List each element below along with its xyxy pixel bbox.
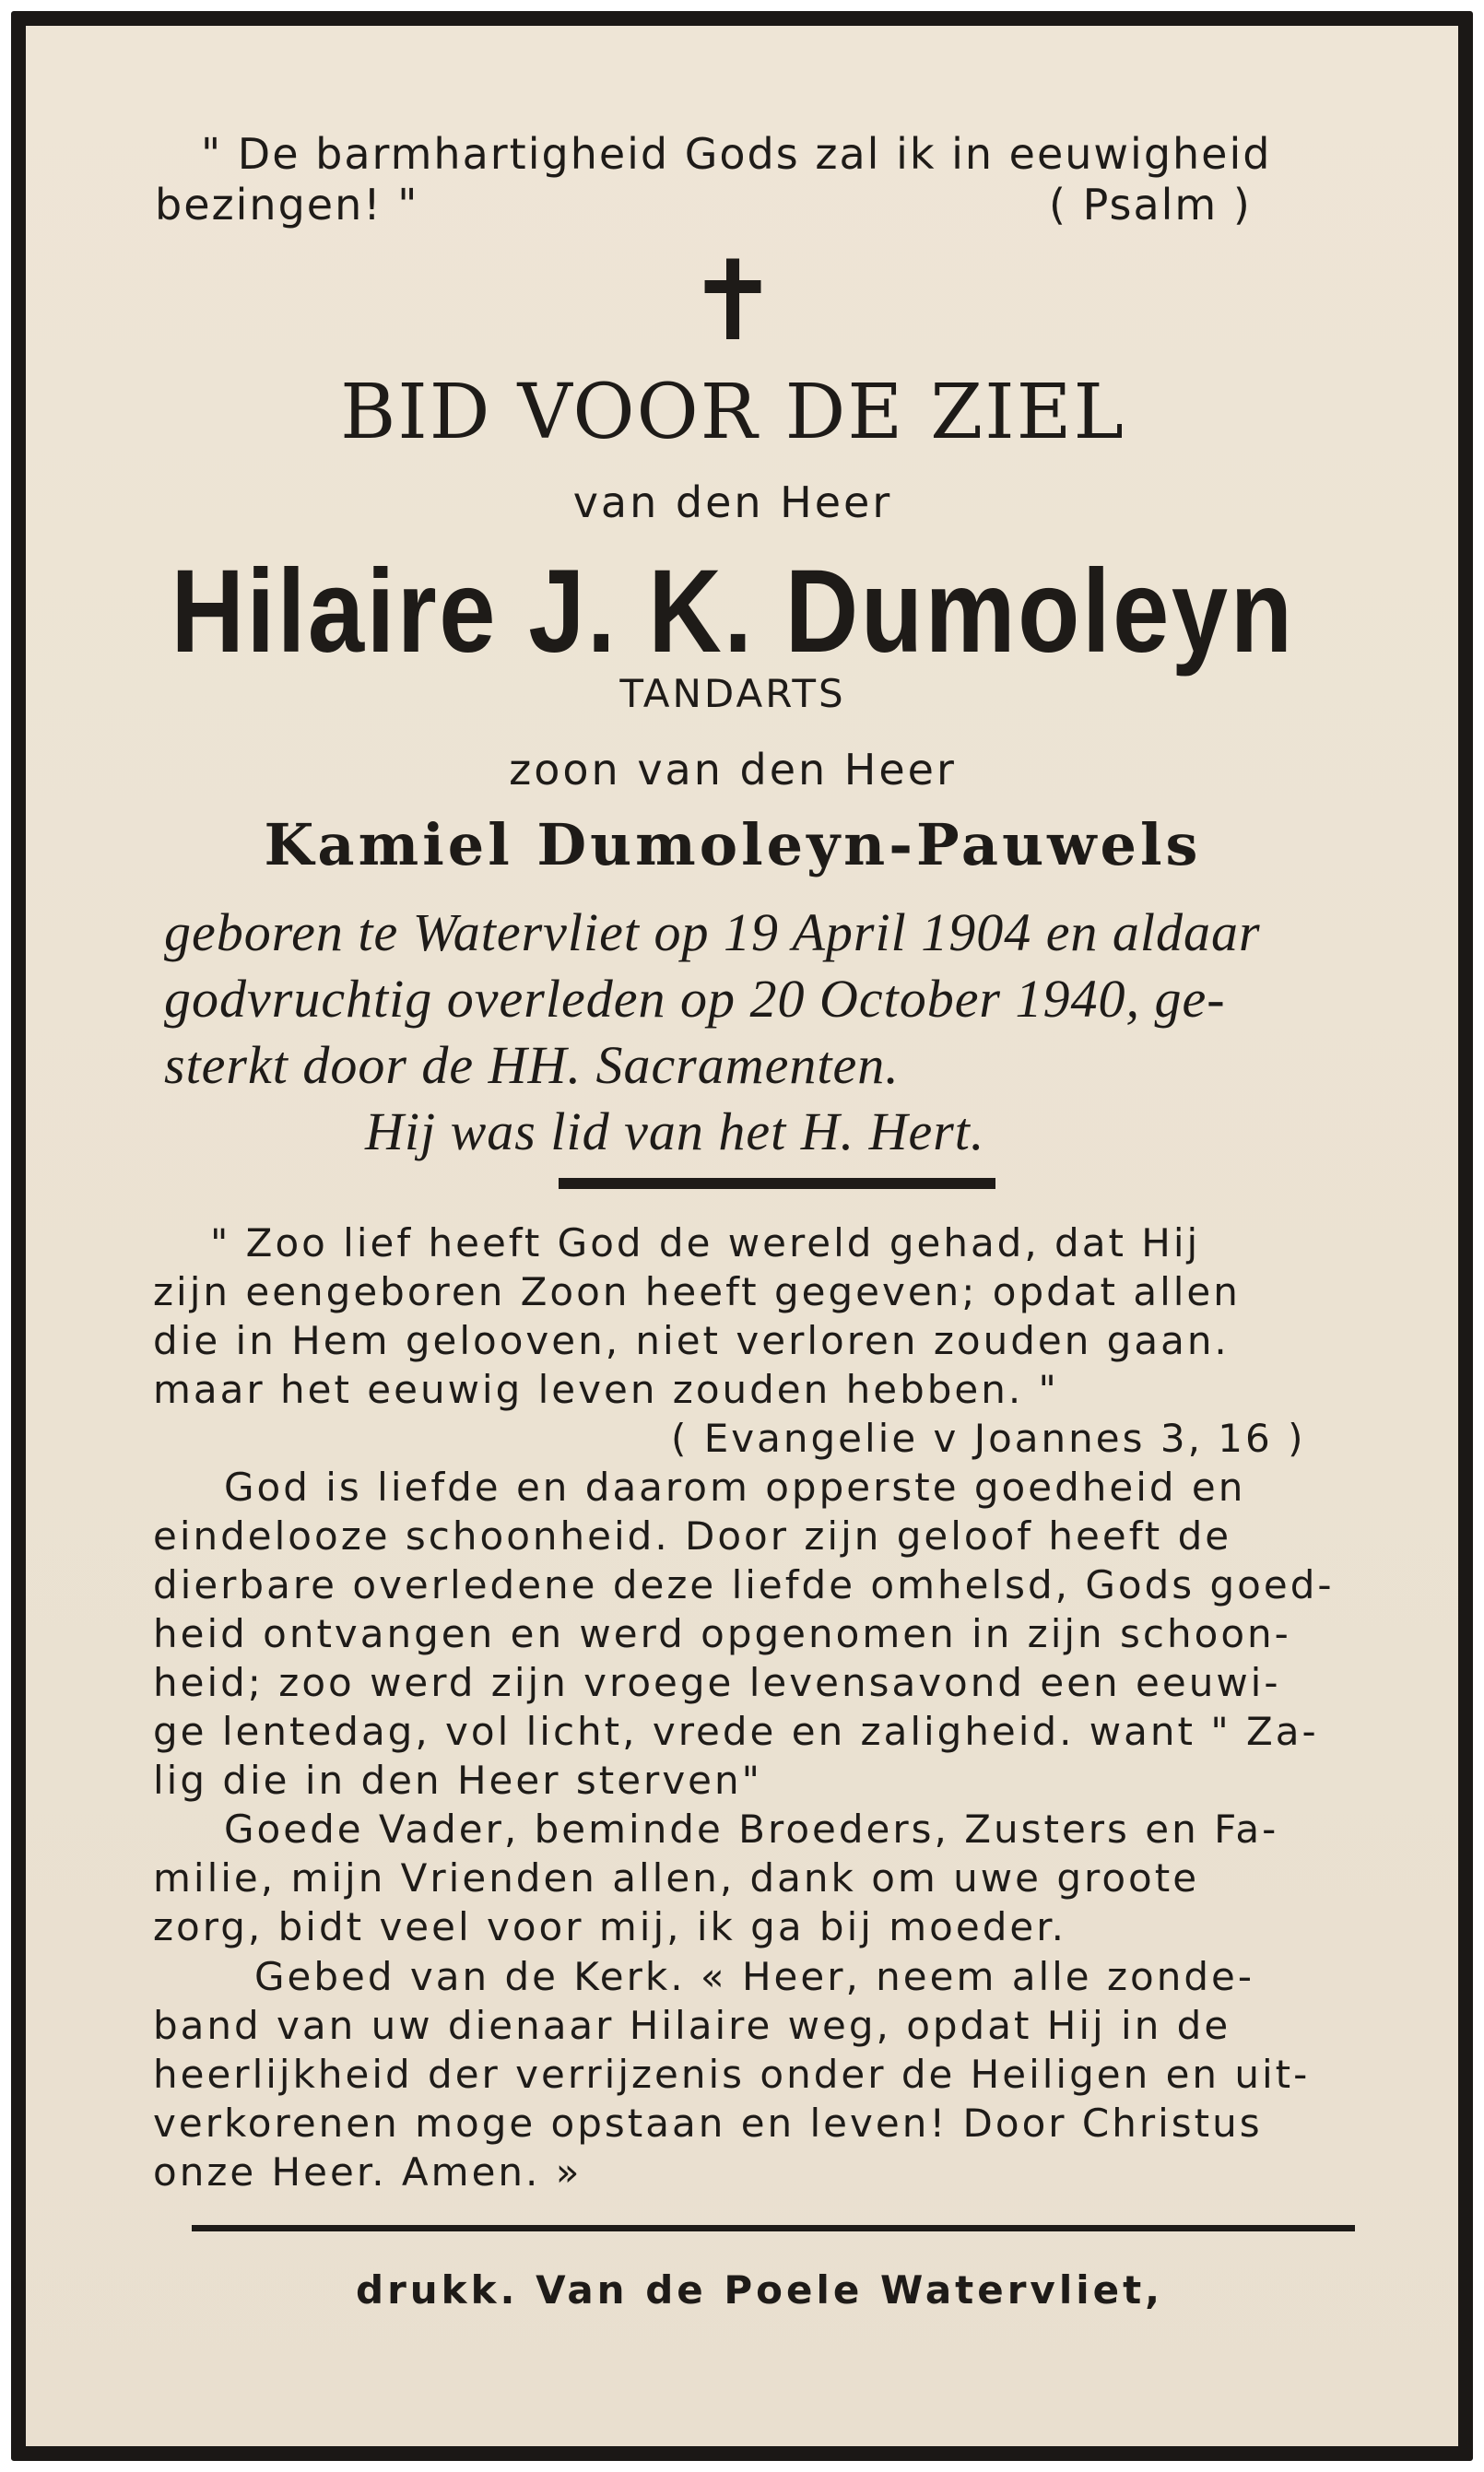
quote-line: " Zoo lief heeft God de wereld gehad, dat Hij xyxy=(210,1220,1201,1265)
divider-long xyxy=(192,2225,1355,2231)
motto-line-1: " De barmhartigheid Gods zal ik in eeuwigheid xyxy=(201,129,1272,179)
zoon-van-den-heer: zoon van den Heer xyxy=(509,745,957,795)
van-den-heer: van den Heer xyxy=(572,477,893,527)
quote-line: zijn eengeboren Zoon heeft gegeven; opdat allen xyxy=(153,1269,1241,1314)
motto-source: ( Psalm ) xyxy=(1049,180,1252,230)
quote-line: maar het eeuwig leven zouden hebben. " xyxy=(153,1367,1059,1412)
paragraph-line: verkorenen moge opstaan en leven! Door Christus xyxy=(153,2101,1263,2146)
paragraph-line: heid ontvangen en werd opgenomen in zijn schoon- xyxy=(153,1611,1291,1656)
heading: BID VOOR DE ZIEL xyxy=(340,369,1125,456)
paragraph-line: dierbare overledene deze liefde omhelsd, Gods goed- xyxy=(153,1562,1335,1607)
quote-source: ( Evangelie v Joannes 3, 16 ) xyxy=(671,1416,1306,1461)
deceased-name: Hilaire J. K. Dumoleyn xyxy=(171,546,1295,677)
divider-short xyxy=(559,1178,995,1189)
paragraph-line: milie, mijn Vrienden allen, dank om uwe groote xyxy=(153,1855,1200,1901)
bio-line: sterkt door de HH. Sacramenten. xyxy=(164,1035,900,1095)
card-paper xyxy=(26,26,1458,2446)
quote-line: die in Hem gelooven, niet verloren zouden gaan. xyxy=(153,1318,1230,1363)
paragraph-line: heid; zoo werd zijn vroege levensavond een eeuwi- xyxy=(153,1660,1281,1705)
bio-line: godvruchtig overleden op 20 October 1940, ge- xyxy=(164,969,1226,1029)
paragraph-line: ge lentedag, vol licht, vrede en zaligheid. want " Za- xyxy=(153,1709,1319,1754)
paragraph-line: lig die in den Heer sterven" xyxy=(153,1758,762,1803)
motto-line-2: bezingen! " xyxy=(155,180,419,230)
bio-line: geboren te Watervliet op 19 April 1904 en aldaar xyxy=(164,902,1261,962)
paragraph-line: Gebed van de Kerk. « Heer, neem alle zonde- xyxy=(254,1954,1255,1999)
paragraph-line: zorg, bidt veel voor mij, ik ga bij moeder. xyxy=(153,1904,1066,1949)
father-name: Kamiel Dumoleyn-Pauwels xyxy=(264,811,1202,878)
paragraph-line: God is liefde en daarom opperste goedheid en xyxy=(224,1465,1246,1510)
paragraph-line: Goede Vader, beminde Broeders, Zusters en Fa- xyxy=(224,1807,1279,1852)
paragraph-line: band van uw dienaar Hilaire weg, opdat Hij in de xyxy=(153,2003,1231,2048)
paragraph-line: onze Heer. Amen. » xyxy=(153,2149,583,2195)
memorial-card xyxy=(11,11,1473,2461)
paragraph-line: heerlijkheid der verrijzenis onder de Heiligen en uit- xyxy=(153,2052,1311,2097)
paragraph-line: eindelooze schoonheid. Door zijn geloof heeft de xyxy=(153,1513,1232,1559)
profession: TANDARTS xyxy=(619,671,846,716)
printer-credit: drukk. Van de Poele Watervliet, xyxy=(356,2267,1164,2313)
bio-line: Hij was lid van het H. Hert. xyxy=(365,1101,985,1161)
cross-icon: ✝ xyxy=(686,238,780,366)
